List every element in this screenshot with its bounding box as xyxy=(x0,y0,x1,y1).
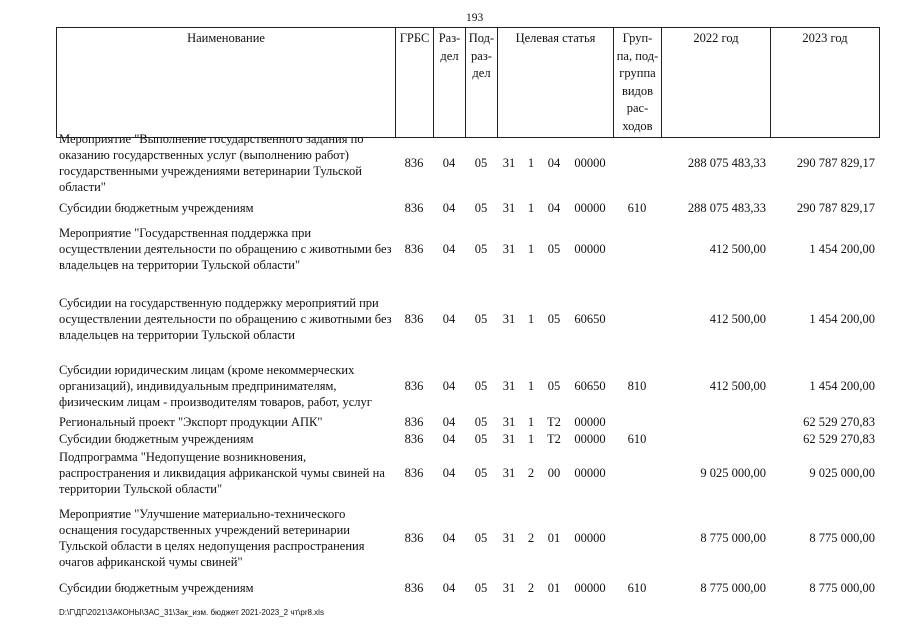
cell-y2022: 288 075 483,33 xyxy=(687,156,766,170)
cell-name: Субсидии юридическим лицам (кроме некоммерческих организаций), индивидуальным предпринимателям, физическим лицам - производителям товаров, работ, услуг xyxy=(59,362,372,409)
page-number: 193 xyxy=(466,12,484,24)
cell-vr xyxy=(613,218,661,280)
cell-name: Мероприятие "Улучшение материально-технического оснащения государственных учреждений ветеринарии Тульской области в целях недопущения распространения очагов африканской чумы свиней" xyxy=(59,507,365,569)
cell-y2022: 412 500,00 xyxy=(709,242,766,256)
cell-grbs: 836 xyxy=(404,531,424,545)
cell-rz: 04 xyxy=(442,581,456,595)
cell-rz: 04 xyxy=(442,201,456,215)
cell-pr: 05 xyxy=(474,466,488,480)
cell-cs4: 00000 xyxy=(574,431,606,446)
cell-y2022: 9 025 000,00 xyxy=(700,466,766,480)
cell-rz: 04 xyxy=(442,414,456,429)
header-podrazdel: Под- раз- дел xyxy=(466,28,498,138)
cell-cs4: 00000 xyxy=(574,466,606,480)
cell-vr xyxy=(613,280,661,358)
cell-name: Субсидии на государственную поддержку мероприятий при осуществлении деятельности по обращению с животными без владельцев на территории Тульской области xyxy=(59,296,392,342)
cell-cs4: 00000 xyxy=(574,581,606,595)
cell-cs3: 05 xyxy=(547,312,561,326)
table-row xyxy=(56,128,879,198)
table-row xyxy=(56,358,879,413)
cell-y2022: 412 500,00 xyxy=(709,378,766,393)
cell-cs1: 31 xyxy=(502,581,516,595)
cell-vr xyxy=(613,499,661,577)
cell-cs3: 04 xyxy=(547,201,561,215)
cell-cs2: 1 xyxy=(527,201,535,215)
cell-y2023: 9 025 000,00 xyxy=(809,466,875,480)
cell-cs2: 1 xyxy=(527,378,535,393)
cell-vr: 610 xyxy=(627,431,647,446)
cell-cs4: 00000 xyxy=(574,201,606,215)
cell-rz: 04 xyxy=(442,312,456,326)
cell-y2023: 290 787 829,17 xyxy=(796,201,875,215)
cell-cs2: 2 xyxy=(527,531,535,545)
cell-grbs: 836 xyxy=(404,312,424,326)
cell-pr: 05 xyxy=(474,312,488,326)
table-row xyxy=(56,499,879,577)
cell-vr: 610 xyxy=(627,201,647,215)
cell-y2023: 62 529 270,83 xyxy=(803,431,875,446)
header-2023: 2023 год xyxy=(771,28,880,138)
cell-pr: 05 xyxy=(474,201,488,215)
table-row xyxy=(56,413,879,430)
header-name: Наименование xyxy=(57,28,396,138)
cell-rz: 04 xyxy=(442,466,456,480)
cell-pr: 05 xyxy=(474,242,488,256)
cell-grbs: 836 xyxy=(404,156,424,170)
cell-grbs: 836 xyxy=(404,581,424,595)
table-row xyxy=(56,280,879,358)
cell-name: Субсидии бюджетным учреждениям xyxy=(59,201,254,215)
cell-grbs: 836 xyxy=(404,201,424,215)
cell-cs4: 00000 xyxy=(574,156,606,170)
cell-y2022: 412 500,00 xyxy=(709,312,766,326)
cell-cs4: 00000 xyxy=(574,414,606,429)
cell-y2022: 8 775 000,00 xyxy=(700,531,766,545)
cell-pr: 05 xyxy=(474,431,488,446)
cell-name: Субсидии бюджетным учреждениям xyxy=(59,581,254,595)
header-razdel: Раз- дел xyxy=(434,28,466,138)
cell-y2023: 8 775 000,00 xyxy=(809,531,875,545)
cell-pr: 05 xyxy=(474,414,488,429)
cell-cs3: T2 xyxy=(547,414,561,429)
cell-cs2: 2 xyxy=(527,466,535,480)
cell-rz: 04 xyxy=(442,378,456,393)
cell-name: Мероприятие "Выполнение государственного задания по оказанию государственных услуг (выполнению работ) государственными учреждениями ветеринарии Тульской области" xyxy=(59,132,364,194)
cell-pr: 05 xyxy=(474,156,488,170)
cell-cs3: 00 xyxy=(547,466,561,480)
cell-cs1: 31 xyxy=(502,156,516,170)
cell-y2023: 1 454 200,00 xyxy=(809,312,875,326)
table-row xyxy=(56,198,879,218)
header-grbs: ГРБС xyxy=(396,28,434,138)
cell-cs1: 31 xyxy=(502,466,516,480)
cell-name: Мероприятие "Государственная поддержка при осуществлении деятельности по обращению с животными без владельцев на территории Тульской области" xyxy=(59,226,392,272)
cell-rz: 04 xyxy=(442,156,456,170)
cell-y2023: 1 454 200,00 xyxy=(809,242,875,256)
cell-y2022: 8 775 000,00 xyxy=(700,581,766,595)
cell-y2023: 8 775 000,00 xyxy=(809,581,875,595)
cell-name: Субсидии бюджетным учреждениям xyxy=(59,431,254,446)
cell-cs2: 2 xyxy=(527,581,535,595)
cell-y2023: 62 529 270,83 xyxy=(803,414,875,429)
table-header xyxy=(56,27,880,138)
cell-vr xyxy=(613,447,661,499)
cell-cs1: 31 xyxy=(502,378,516,393)
cell-cs3: 04 xyxy=(547,156,561,170)
cell-cs1: 31 xyxy=(502,201,516,215)
cell-y2023: 290 787 829,17 xyxy=(796,156,875,170)
cell-name: Подпрограмма "Недопущение возникновения, распространения и ликвидация африканской чумы свиней на территории Тульской области" xyxy=(59,450,385,496)
cell-grbs: 836 xyxy=(404,378,424,393)
cell-cs2: 1 xyxy=(527,312,535,326)
cell-cs2: 1 xyxy=(527,156,535,170)
table-row xyxy=(56,447,879,499)
cell-cs1: 31 xyxy=(502,414,516,429)
header-2022: 2022 год xyxy=(662,28,771,138)
file-path-footer: D:\Г\ДГ\2021\ЗАКОНЫ\ЗАС_31\Зак_изм. бюджет 2021-2023_2 чт\pr8.xls xyxy=(59,608,324,617)
cell-cs1: 31 xyxy=(502,431,516,446)
budget-table xyxy=(56,128,879,599)
cell-vr: 810 xyxy=(627,378,647,393)
cell-cs2: 1 xyxy=(527,414,535,429)
cell-pr: 05 xyxy=(474,531,488,545)
cell-cs2: 1 xyxy=(527,242,535,256)
cell-cs1: 31 xyxy=(502,531,516,545)
cell-pr: 05 xyxy=(474,378,488,393)
cell-grbs: 836 xyxy=(404,466,424,480)
cell-grbs: 836 xyxy=(404,431,424,446)
cell-cs1: 31 xyxy=(502,242,516,256)
cell-grbs: 836 xyxy=(404,242,424,256)
cell-rz: 04 xyxy=(442,531,456,545)
table-row xyxy=(56,577,879,599)
cell-cs4: 00000 xyxy=(574,531,606,545)
cell-name: Региональный проект "Экспорт продукции АПК" xyxy=(59,414,323,429)
header-group: Груп- па, под- группа видов рас- ходов xyxy=(614,28,662,138)
cell-cs3: 01 xyxy=(547,531,561,545)
table-row xyxy=(56,218,879,280)
cell-grbs: 836 xyxy=(404,414,424,429)
cell-cs4: 00000 xyxy=(574,242,606,256)
table-row xyxy=(56,430,879,447)
cell-vr: 610 xyxy=(627,581,647,595)
cell-y2022 xyxy=(661,413,770,430)
cell-cs3: T2 xyxy=(547,431,561,446)
cell-y2023: 1 454 200,00 xyxy=(809,378,875,393)
header-target: Целевая статья xyxy=(498,28,614,138)
cell-vr xyxy=(613,413,661,430)
cell-cs4: 60650 xyxy=(574,378,606,393)
cell-cs3: 01 xyxy=(547,581,561,595)
cell-cs2: 1 xyxy=(527,431,535,446)
cell-vr xyxy=(613,128,661,198)
cell-y2022 xyxy=(661,430,770,447)
cell-y2022: 288 075 483,33 xyxy=(687,201,766,215)
cell-cs3: 05 xyxy=(547,378,561,393)
cell-rz: 04 xyxy=(442,431,456,446)
cell-cs1: 31 xyxy=(502,312,516,326)
cell-cs4: 60650 xyxy=(574,312,606,326)
cell-cs3: 05 xyxy=(547,242,561,256)
cell-pr: 05 xyxy=(474,581,488,595)
cell-rz: 04 xyxy=(442,242,456,256)
